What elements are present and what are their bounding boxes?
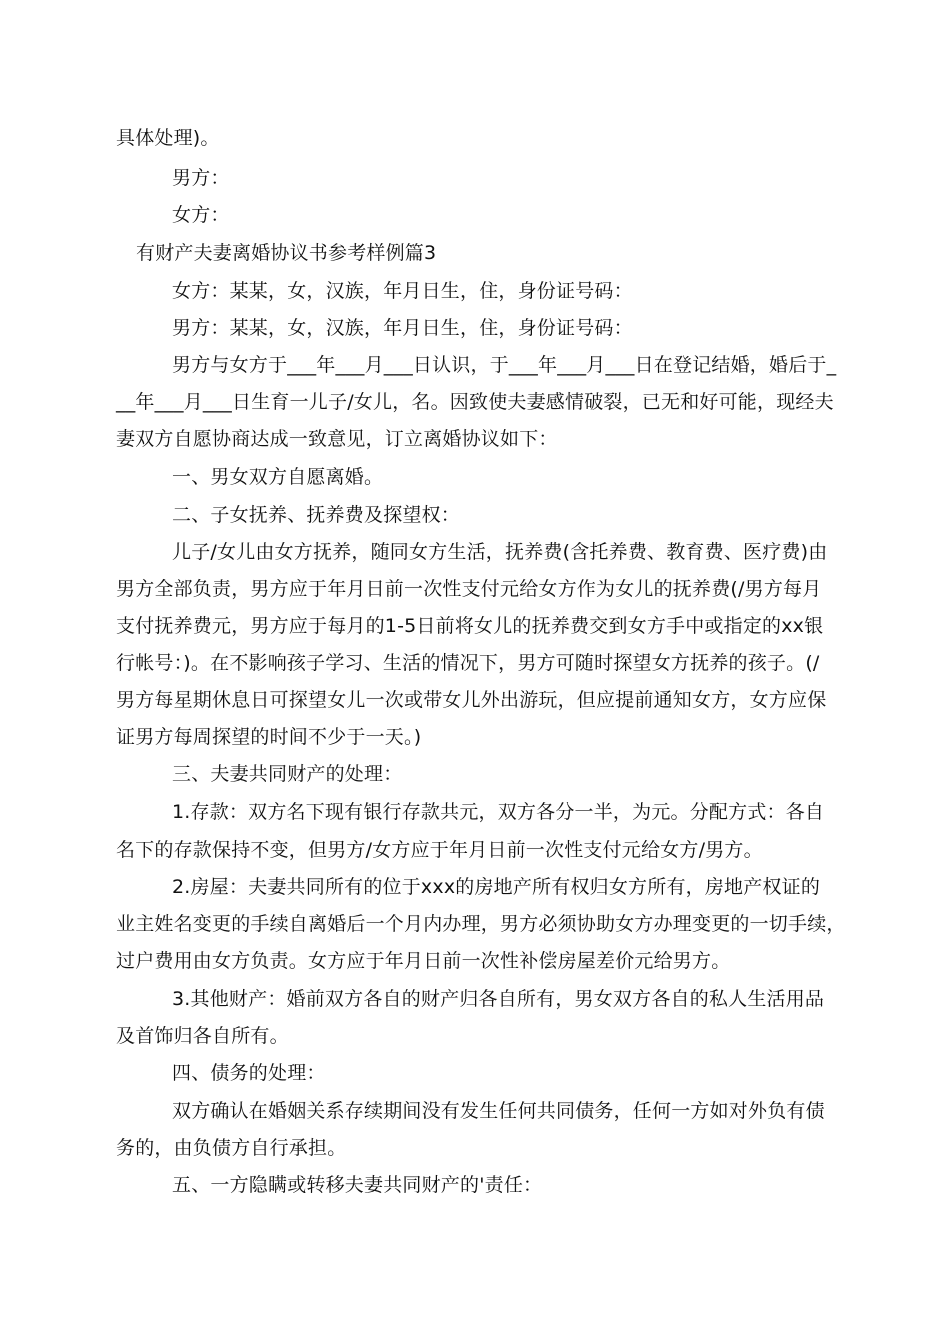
text-line: 证男方每周探望的时间不少于一天。) — [116, 726, 422, 748]
text-line: 1.存款：双方名下现有银行存款共元，双方各分一半，为元。分配方式：各自 — [172, 801, 825, 823]
section-title: 有财产夫妻离婚协议书参考样例篇3 — [136, 242, 437, 264]
clause-heading: 三、夫妻共同财产的处理： — [172, 763, 403, 785]
text-line: 务的，由负债方自行承担。 — [116, 1137, 347, 1159]
text-line: __年___月___日生育一儿子/女儿，名。因致使夫妻感情破裂，已无和好可能，现经夫 — [116, 391, 834, 413]
female-party-info: 女方：某某，女，汉族，年月日生，住，身份证号码： — [172, 280, 633, 302]
text-line: 妻双方自愿协商达成一致意见，订立离婚协议如下： — [116, 428, 558, 450]
clause-heading: 四、债务的处理： — [172, 1062, 326, 1084]
text-line: 儿子/女儿由女方抚养，随同女方生活，抚养费(含托养费、教育费、医疗费)由 — [172, 541, 828, 563]
clause-heading: 二、子女抚养、抚养费及探望权： — [172, 504, 461, 526]
text-line: 名下的存款保持不变，但男方/女方应于年月日前一次性支付元给女方/男方。 — [116, 839, 763, 861]
text-line: 男方与女方于___年___月___日认识，于___年___月___日在登记结婚，婚后于_ — [172, 354, 837, 376]
clause-heading: 一、男女双方自愿离婚。 — [172, 466, 384, 488]
text-line: 过户费用由女方负责。女方应于年月日前一次性补偿房屋差价元给男方。 — [116, 950, 731, 972]
text-line: 2.房屋：夫妻共同所有的位于xxx的房地产所有权归女方所有，房地产权证的 — [172, 876, 821, 898]
text-line: 及首饰归各自所有。 — [116, 1025, 289, 1047]
text-line: 行帐号：)。在不影响孩子学习、生活的情况下，男方可随时探望女方抚养的孩子。(/ — [116, 652, 820, 674]
male-party-label: 男方： — [172, 167, 230, 189]
text-line: 男方每星期休息日可探望女儿一次或带女儿外出游玩，但应提前通知女方，女方应保 — [116, 689, 827, 711]
text-line: 具体处理)。 — [116, 127, 220, 149]
text-line: 业主姓名变更的手续自离婚后一个月内办理，男方必须协助女方办理变更的一切手续， — [116, 913, 846, 935]
clause-heading: 五、一方隐瞒或转移夫妻共同财产的'责任： — [172, 1174, 543, 1196]
female-party-label: 女方： — [172, 204, 230, 226]
text-line: 双方确认在婚姻关系存续期间没有发生任何共同债务，任何一方如对外负有债 — [172, 1100, 825, 1122]
text-line: 支付抚养费元，男方应于每月的1-5日前将女儿的抚养费交到女方手中或指定的xx银 — [116, 615, 824, 637]
text-line: 3.其他财产：婚前双方各自的财产归各自所有，男女双方各自的私人生活用品 — [172, 988, 825, 1010]
male-party-info: 男方：某某，女，汉族，年月日生，住，身份证号码： — [172, 317, 633, 339]
text-line: 男方全部负责，男方应于年月日前一次性支付元给女方作为女儿的抚养费(/男方每月 — [116, 578, 822, 600]
